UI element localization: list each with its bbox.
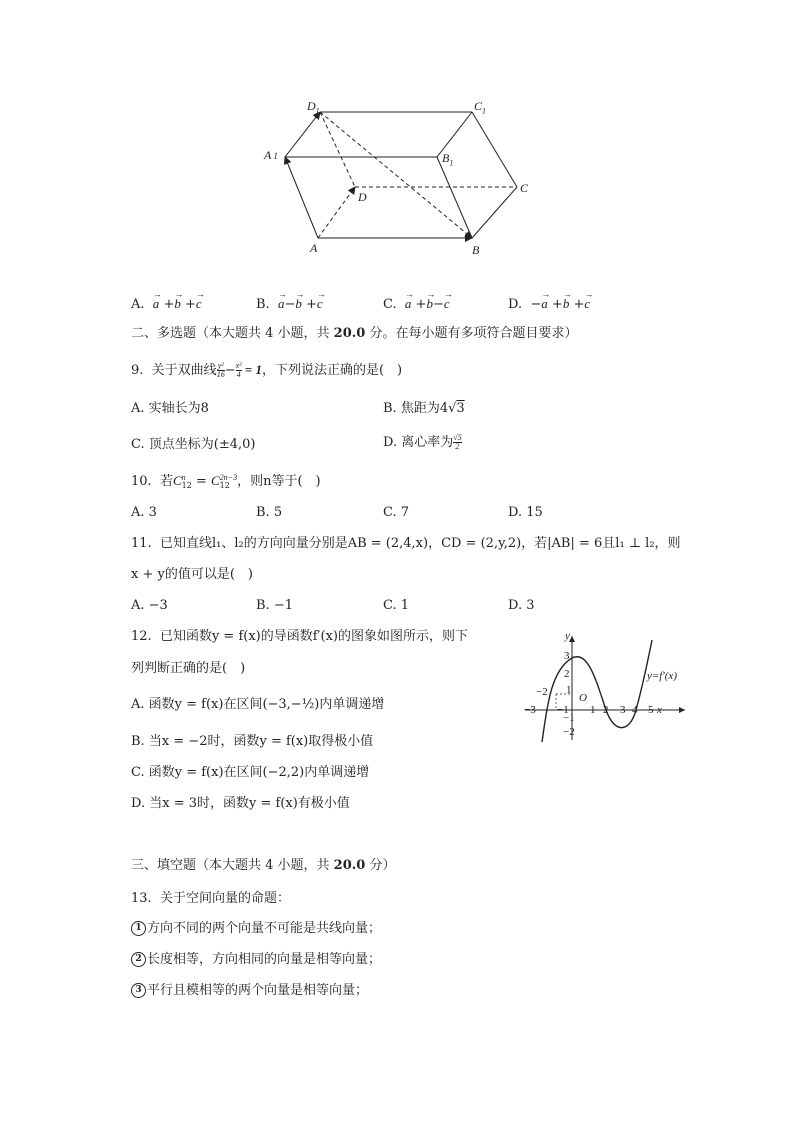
graph-origin-label: O	[579, 692, 587, 704]
q9-option-a[interactable]: A. 实轴长为8	[131, 401, 209, 416]
graph-tick-x: −3	[524, 704, 536, 716]
graph-tick-x: −2	[536, 686, 548, 698]
q8-option-c[interactable]: C. → a +→ b−→ c	[383, 296, 450, 313]
q8-option-d[interactable]: D. −→ a +→ b +→ c	[508, 296, 590, 313]
graph-curve-label: y=f′(x)	[647, 670, 677, 682]
graph-tick-y: −2	[563, 726, 575, 738]
section-3-heading: 三、填空题（本大题共 4 小题，共 20.0 分）	[131, 858, 396, 873]
q13-item: 2 长度相等，方向相同的向量是相等向量；	[131, 952, 381, 968]
q12-option-c[interactable]: C. 函数y = f(x)在区间(−2,2)内单调递增	[131, 765, 370, 780]
q10-option-a[interactable]: A. 3	[131, 505, 157, 520]
graph-tick-y: 2	[564, 668, 570, 680]
graph-tick-y: 1	[566, 684, 572, 696]
q9-stem: 9. 关于双曲线 $\frac{\text{y²}}{16}$ − $\frac{\text{x²}}{4}$ = 1，下列说法正确的是( )	[131, 361, 403, 379]
circled-number-icon: 3	[131, 983, 146, 998]
graph-tick-x: 2	[603, 704, 609, 716]
graph-tick-x: 4	[632, 704, 638, 716]
q10-stem: 10. 若C n 12 = C 2n−3 12 ，则n等于( )	[131, 472, 321, 490]
graph-tick-y: 3	[564, 650, 570, 662]
q12-option-a[interactable]: A. 函数y = f(x)在区间(−3,−½)内单调递增	[131, 697, 385, 712]
circled-number-icon: 1	[131, 921, 146, 936]
q11-option-b[interactable]: B. −1	[256, 598, 293, 613]
label-d1: $D_1$	[307, 99, 320, 116]
q11-option-a[interactable]: A. −3	[131, 598, 168, 613]
graph-tick-x: 1	[590, 704, 596, 716]
q11-option-c[interactable]: C. 1	[383, 598, 410, 613]
q10-option-d[interactable]: D. 15	[508, 505, 543, 520]
label-c: C	[520, 181, 529, 195]
graph-x-label: x	[657, 704, 662, 716]
q12-option-d[interactable]: D. 当x = 3时，函数y = f(x)有极小值	[131, 796, 350, 811]
q11-option-d[interactable]: D. 3	[508, 598, 535, 613]
graph-y-label: y	[565, 630, 570, 642]
label-b: B	[472, 243, 480, 257]
q12-stem-line1: 12. 已知函数y = f(x)的导函数f′(x)的图象如图所示，则下	[131, 629, 468, 644]
q13-stem: 13. 关于空间向量的命题：	[131, 891, 290, 906]
graph-tick-x: 3	[620, 704, 626, 716]
q8-option-b[interactable]: B. → a−→ b +→ c	[256, 296, 323, 313]
q11-stem-line2: x + y的值可以是( )	[131, 567, 253, 582]
label-d: D	[358, 190, 367, 204]
q8-option-a[interactable]: A. → a +→ b +→ c	[131, 296, 202, 313]
q13-item: 1 方向不同的两个向量不可能是共线向量；	[131, 921, 381, 937]
q10-option-b[interactable]: B. 5	[256, 505, 283, 520]
q9-option-c[interactable]: C. 顶点坐标为(±4,0)	[131, 437, 256, 452]
label-a: A	[310, 241, 318, 255]
label-a1: A 1	[264, 148, 278, 162]
graph-tick-y: −1	[563, 712, 575, 724]
q9-option-b[interactable]: B. 焦距为4√3	[383, 401, 465, 416]
circled-number-icon: 2	[131, 952, 146, 967]
section-2-heading: 二、多选题（本大题共 4 小题，共 20.0 分。在每小题有多项符合题目要求）	[131, 326, 578, 341]
parallelepiped-figure	[250, 90, 550, 270]
graph-tick-x: −1	[557, 704, 569, 716]
q10-option-c[interactable]: C. 7	[383, 505, 410, 520]
q9-option-d[interactable]: D. 离心率为 $\frac{√5}{2}$	[383, 433, 462, 451]
q12-option-b[interactable]: B. 当x = −2时，函数y = f(x)取得极小值	[131, 734, 374, 749]
q13-item: 3 平行且模相等的两个向量是相等向量；	[131, 983, 368, 999]
label-b1: $B_1$	[442, 151, 454, 168]
label-c1: $C_1$	[474, 99, 487, 116]
q11-stem-line1: 11. 已知直线l₁、l₂的方向向量分别是AB = (2,4,x)，CD = (2,y,2)，若|AB| = 6且l₁ ⊥ l₂，则	[131, 536, 681, 551]
q12-stem-line2: 列判断正确的是( )	[131, 661, 246, 676]
graph-tick-x: 5	[648, 704, 654, 716]
